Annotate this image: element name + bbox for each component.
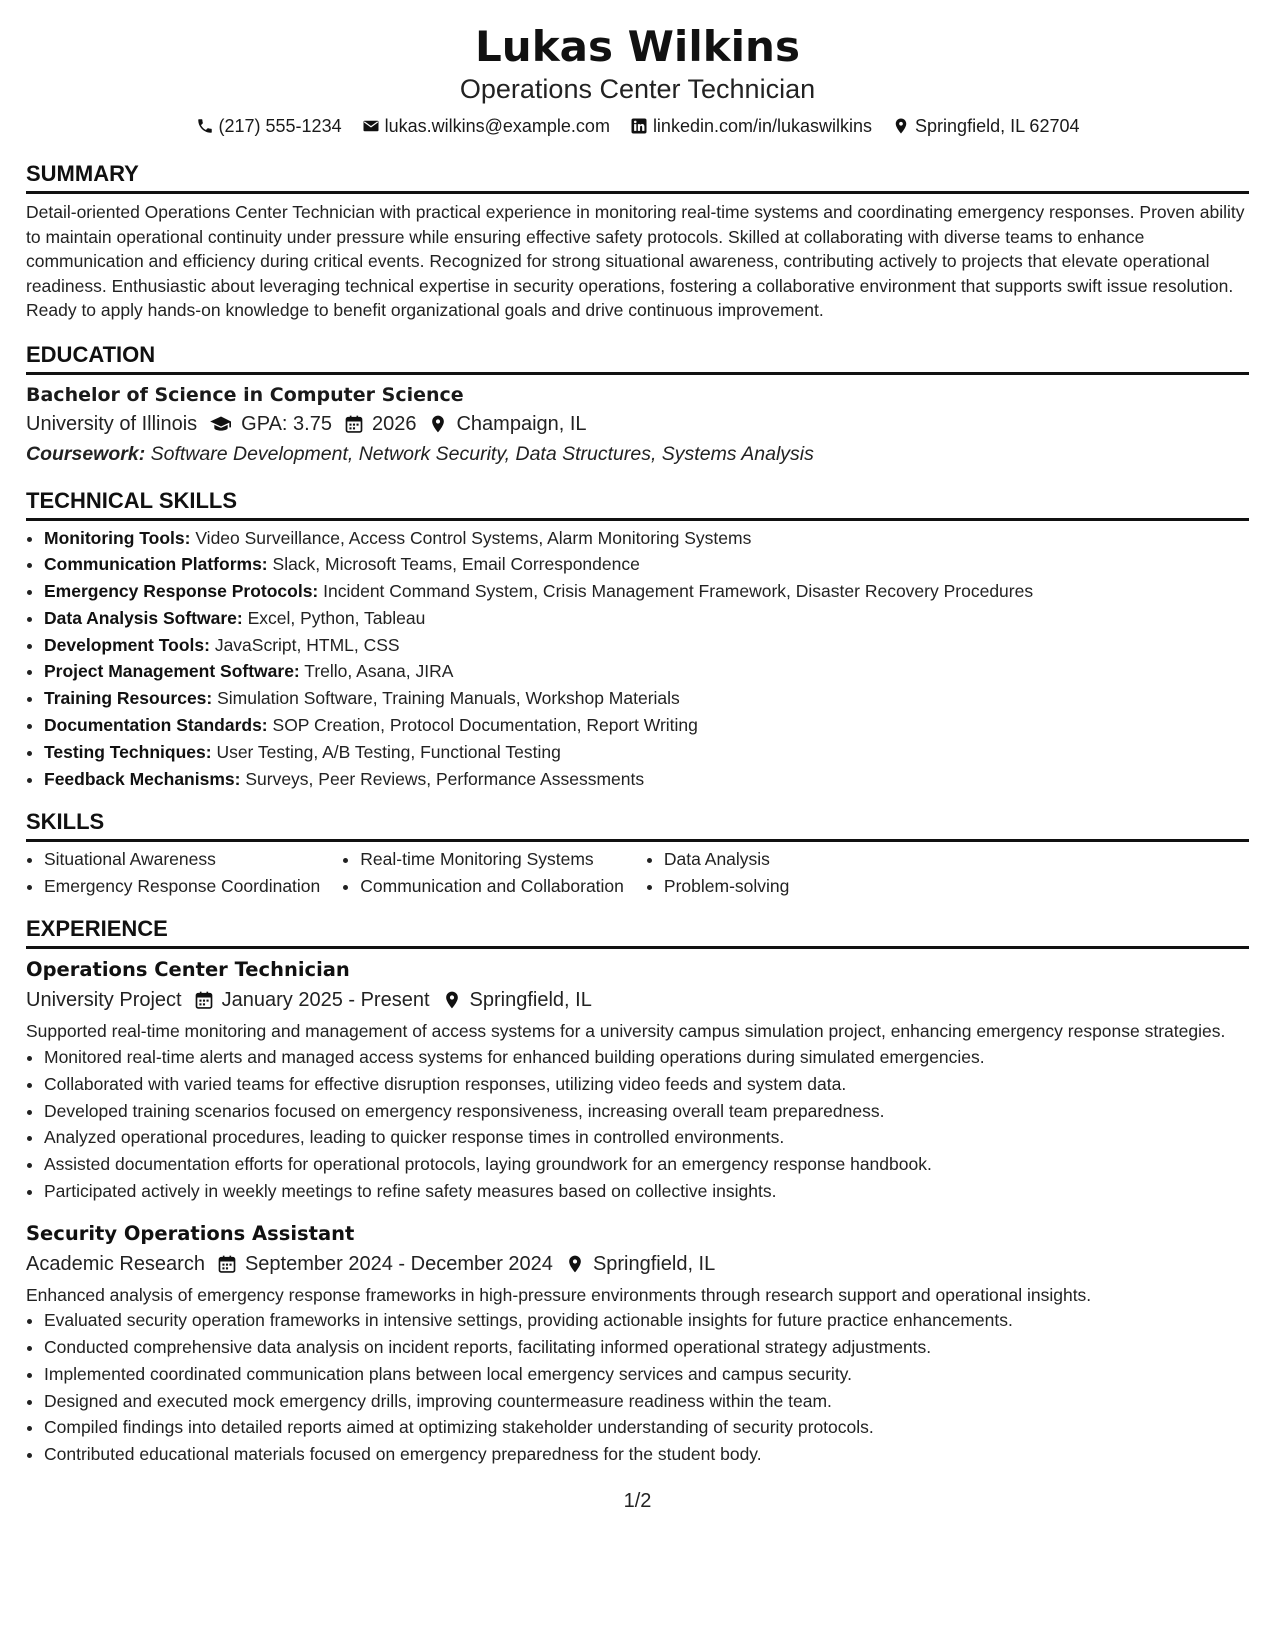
gpa: GPA: 3.75 (241, 412, 332, 435)
skill-values: JavaScript, HTML, CSS (214, 634, 400, 655)
section-heading: TECHNICAL SKILLS (26, 487, 1249, 521)
job-title: Security Operations Assistant (26, 1221, 355, 1245)
candidate-name: Lukas Wilkins (475, 22, 800, 71)
map-pin-icon (442, 990, 462, 1010)
job-bullets (26, 1044, 1249, 1205)
technical-skills-list (26, 525, 1249, 793)
list-item: • Analyzed operational procedures, leading to quicker response times in controlled environments. (44, 1124, 1249, 1151)
list-item (44, 658, 1249, 685)
skill-category: Training Resources: (44, 688, 213, 709)
envelope-icon (362, 117, 380, 135)
skills-grid (26, 846, 1249, 899)
skill-values: Slack, Microsoft Teams, Email Correspondence (272, 554, 640, 575)
resume-header (26, 22, 1249, 138)
skill-values: SOP Creation, Protocol Documentation, Report Writing (272, 715, 698, 736)
list-item (44, 551, 1249, 578)
skills-column (646, 846, 789, 899)
education-section (26, 341, 1249, 469)
job-location: Springfield, IL (592, 1252, 716, 1275)
candidate-title: Operations Center Technician (459, 74, 816, 104)
skills-column (342, 846, 624, 899)
skill-values: Excel, Python, Tableau (247, 607, 426, 628)
skills-column (26, 846, 320, 899)
calendar-icon (194, 990, 214, 1010)
skill-values: Incident Command System, Crisis Management Framework, Disaster Recovery Procedures (323, 581, 1034, 602)
list-item: • Communication and Collaboration (360, 873, 624, 900)
job-dates: January 2025 - Present (221, 989, 430, 1012)
list-item (44, 712, 1249, 739)
section-heading: SKILLS (26, 808, 1249, 842)
education-meta (26, 409, 1249, 439)
map-pin-icon (892, 117, 910, 135)
map-pin-icon (565, 1254, 585, 1274)
skill-category: Monitoring Tools: (44, 527, 191, 548)
section-heading: SUMMARY (26, 160, 1249, 194)
linkedin-icon (630, 117, 648, 135)
contact-linkedin-text[interactable]: linkedin.com/in/lukaswilkins (652, 116, 873, 136)
section-heading: EDUCATION (26, 341, 1249, 375)
experience-section (26, 915, 1249, 1468)
skill-category: Communication Platforms: (44, 554, 268, 575)
contact-linkedin[interactable] (630, 114, 872, 138)
skill-category: Documentation Standards: (44, 715, 268, 736)
job-meta (26, 1249, 1249, 1279)
contact-bar (26, 114, 1249, 138)
list-item: • Evaluated security operation frameworks in intensive settings, providing actionable insights for future practice enhancements. (44, 1307, 1249, 1334)
list-item: • Data Analysis (664, 846, 789, 873)
school-location: Champaign, IL (456, 412, 587, 435)
page-number: 1/2 (623, 1490, 652, 1512)
skill-values: Trello, Asana, JIRA (304, 661, 454, 682)
list-item: • Contributed educational materials focused on emergency preparedness for the student body. (44, 1441, 1249, 1468)
calendar-icon (217, 1254, 237, 1274)
contact-email[interactable] (362, 114, 610, 138)
job-bullets (26, 1307, 1249, 1468)
contact-phone-text: (217) 555-1234 (218, 116, 342, 136)
summary-text: Detail-oriented Operations Center Technician with practical experience in monitoring real-time systems and coordinating emergency responses. Proven ability to maintain operational continuity under pressure while ensuring effective safety protocols. Skilled at collaborating with diverse teams to enhance communication and efficiency during critical events. Recognized for strong situational awareness, contributing actively to projects that elevate operational readiness. Enthusiastic about leveraging technical expertise in security operations, fostering a collaborative environment that supports swift issue resolution. Ready to apply hands-on knowledge to benefit organizational goals and drive continuous improvement. (26, 202, 1245, 320)
graduation-cap-icon (209, 414, 233, 434)
skills-section (26, 808, 1249, 899)
job-location: Springfield, IL (469, 989, 592, 1012)
job-description: Supported real-time monitoring and management of access systems for a university campus simulation project, enhancing emergency response strategies. (26, 1021, 1226, 1042)
skill-values: Surveys, Peer Reviews, Performance Assessments (245, 768, 645, 789)
job-org: University Project (26, 989, 182, 1012)
contact-location (892, 114, 1079, 138)
list-item (44, 525, 1249, 552)
job-title: Operations Center Technician (26, 958, 350, 982)
coursework-list: Software Development, Network Security, Data Structures, Systems Analysis (150, 442, 814, 465)
summary-section (26, 160, 1249, 323)
job-dates: September 2024 - December 2024 (244, 1252, 553, 1275)
list-item: • Assisted documentation efforts for operational protocols, laying groundwork for an emergency response handbook. (44, 1151, 1249, 1178)
list-item (44, 578, 1249, 605)
list-item: • Situational Awareness (44, 846, 320, 873)
contact-email-text[interactable]: lukas.wilkins@example.com (384, 116, 610, 136)
job-entry (26, 955, 1249, 1204)
job-entry (26, 1219, 1249, 1468)
list-item: • Problem-solving (664, 873, 789, 900)
skill-category: Data Analysis Software: (44, 607, 243, 628)
job-org: Academic Research (26, 1252, 205, 1275)
skill-category: Feedback Mechanisms: (44, 768, 241, 789)
list-item: • Real-time Monitoring Systems (360, 846, 624, 873)
technical-skills-section (26, 487, 1249, 793)
school-name: University of Illinois (26, 412, 198, 435)
skill-category: Project Management Software: (44, 661, 300, 682)
skill-values: Video Surveillance, Access Control Systems, Alarm Monitoring Systems (195, 527, 752, 548)
list-item (44, 632, 1249, 659)
list-item (44, 685, 1249, 712)
skill-category: Development Tools: (44, 634, 210, 655)
section-heading: EXPERIENCE (26, 915, 1249, 949)
degree-title: Bachelor of Science in Computer Science (26, 383, 464, 406)
list-item: • Collaborated with varied teams for effective disruption responses, utilizing video feeds and system data. (44, 1071, 1249, 1098)
list-item: • Compiled findings into detailed reports aimed at optimizing stakeholder understanding of security protocols. (44, 1414, 1249, 1441)
list-item: • Monitored real-time alerts and managed access systems for enhanced building operations during simulated emergencies. (44, 1044, 1249, 1071)
job-meta (26, 985, 1249, 1015)
list-item: • Implemented coordinated communication plans between local emergency services and campus security. (44, 1361, 1249, 1388)
skill-values: User Testing, A/B Testing, Functional Testing (216, 741, 561, 762)
list-item (44, 739, 1249, 766)
list-item: • Conducted comprehensive data analysis on incident reports, facilitating informed operational strategy adjustments. (44, 1334, 1249, 1361)
calendar-icon (344, 414, 364, 434)
skill-values: Simulation Software, Training Manuals, Workshop Materials (217, 688, 680, 709)
contact-phone (196, 114, 342, 138)
coursework-label: Coursework: (26, 442, 146, 465)
list-item: • Developed training scenarios focused on emergency responsiveness, increasing overall team preparedness. (44, 1098, 1249, 1125)
list-item: • Participated actively in weekly meetings to refine safety measures based on collective insights. (44, 1178, 1249, 1205)
coursework-line (26, 439, 1249, 469)
list-item (44, 766, 1249, 793)
skill-category: Emergency Response Protocols: (44, 581, 319, 602)
graduation-year: 2026 (371, 412, 417, 435)
skill-category: Testing Techniques: (44, 741, 212, 762)
contact-location-text: Springfield, IL 62704 (915, 116, 1080, 136)
list-item: • Emergency Response Coordination (44, 873, 320, 900)
phone-icon (196, 117, 214, 135)
list-item (44, 605, 1249, 632)
list-item: • Designed and executed mock emergency drills, improving countermeasure readiness within the team. (44, 1388, 1249, 1415)
job-description: Enhanced analysis of emergency response frameworks in high-pressure environments through research support and operational insights. (26, 1284, 1092, 1305)
map-pin-icon (428, 414, 448, 434)
